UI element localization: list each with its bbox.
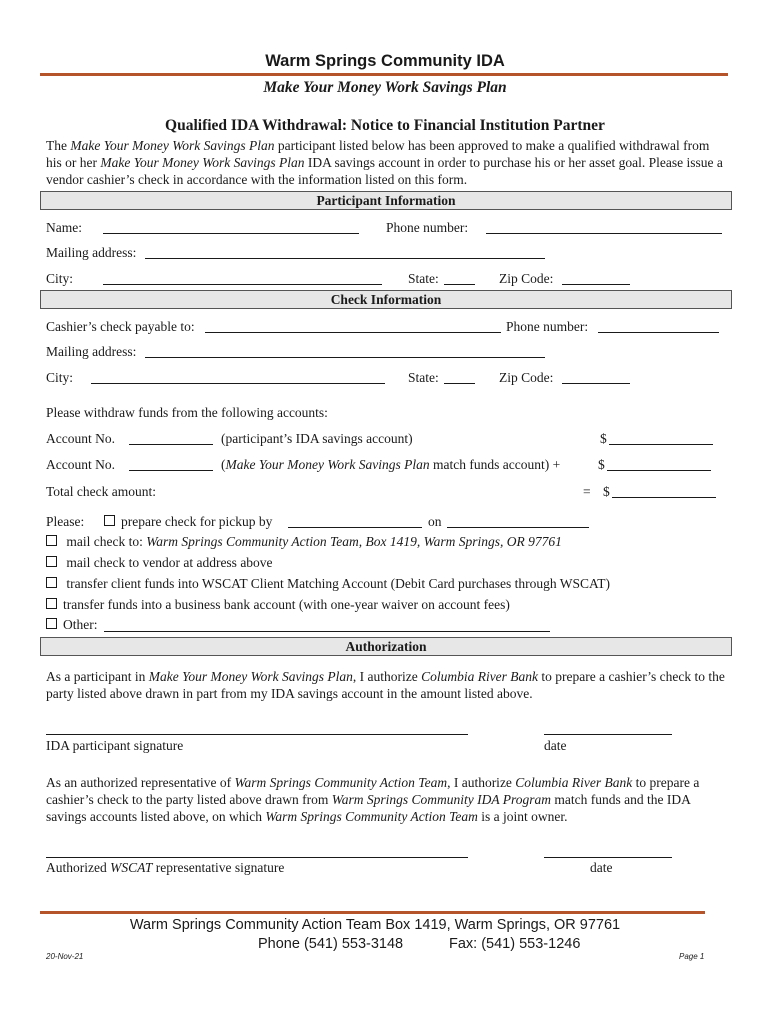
pickup-on-label: on	[428, 514, 442, 529]
checkbox-transfer-wscat[interactable]	[46, 577, 57, 588]
authorization-paragraph-1: As a participant in Make Your Money Work Savings Plan, I authorize Columbia River Bank to prepare a cashier’s check to the party listed above drawn in part from my IDA savings account in the amount listed above.	[46, 669, 725, 701]
check-phone-field[interactable]	[598, 332, 719, 333]
representative-signature-label: Authorized WSCAT representative signature	[46, 860, 285, 875]
intro-paragraph: The Make Your Money Work Savings Plan participant listed below has been approved to make a qualified withdrawal from his or her Make Your Money Work Savings Plan IDA savings account in order to purchase his or her asset goal. Please issue a vendor cashier’s check in accordance with the information listed on this form.	[46, 138, 723, 187]
checkbox-business-account[interactable]	[46, 598, 57, 609]
account1-label: Account No.	[46, 431, 115, 446]
option-mail-vendor[interactable]: mail check to vendor at address above	[46, 555, 273, 571]
total-dollar-sign: $	[603, 484, 610, 499]
representative-signature-line[interactable]	[46, 857, 468, 858]
check-section-header: Check Information	[40, 290, 732, 309]
check-state-label: State:	[408, 370, 439, 385]
participant-city-field[interactable]	[103, 284, 382, 285]
participant-phone-field[interactable]	[486, 233, 722, 234]
authorization-section-header: Authorization	[40, 637, 732, 656]
account2-amount-field[interactable]	[607, 470, 711, 471]
participant-zip-field[interactable]	[562, 284, 630, 285]
footer-date: 20-Nov-21	[46, 952, 84, 961]
option-business-account[interactable]: transfer funds into a business bank account (with one-year waiver on account fees)	[46, 597, 510, 613]
checkbox-other[interactable]	[46, 618, 57, 629]
check-city-field[interactable]	[91, 383, 385, 384]
authorization-paragraph-2: As an authorized representative of Warm Springs Community Action Team, I authorize Columbia River Bank to prepare a cashier’s check to the party listed above drawn from Warm Springs Community IDA Program match funds and the IDA savings accounts listed above, on which Warm Springs Community Action Team is a joint owner.	[46, 775, 700, 824]
footer-phone: Phone (541) 553-3148	[258, 936, 404, 952]
account1-number-field[interactable]	[129, 444, 213, 445]
total-label: Total check amount:	[46, 484, 157, 499]
total-amount-field[interactable]	[612, 497, 716, 498]
option-pickup[interactable]: prepare check for pickup by	[104, 514, 272, 530]
participant-name-label: Name:	[46, 220, 82, 235]
other-field[interactable]	[104, 631, 550, 632]
check-payable-label: Cashier’s check payable to:	[46, 319, 195, 334]
participant-signature-label: IDA participant signature	[46, 738, 184, 753]
option-other[interactable]: Other:	[46, 617, 98, 633]
representative-date-label: date	[590, 860, 613, 875]
header-rule	[40, 73, 728, 76]
account1-dollar-sign: $	[600, 431, 607, 446]
please-label: Please:	[46, 514, 85, 529]
account2-number-field[interactable]	[129, 470, 213, 471]
check-city-label: City:	[46, 370, 74, 385]
org-title: Warm Springs Community IDA	[265, 52, 505, 70]
participant-signature-line[interactable]	[46, 734, 468, 735]
checkbox-pickup[interactable]	[104, 515, 115, 526]
pickup-location-field[interactable]	[447, 527, 589, 528]
check-zip-label: Zip Code:	[499, 370, 554, 385]
footer-page-number: Page 1	[679, 952, 705, 961]
account2-dollar-sign: $	[598, 457, 605, 472]
participant-date-label: date	[544, 738, 567, 753]
option-transfer-wscat[interactable]: transfer client funds into WSCAT Client Matching Account (Debit Card purchases through WSCAT)	[46, 576, 610, 592]
participant-state-field[interactable]	[444, 284, 475, 285]
total-equals: =	[583, 484, 591, 499]
account2-description: (Make Your Money Work Savings Plan match funds account) +	[221, 457, 561, 472]
account2-label: Account No.	[46, 457, 115, 472]
checkbox-mail-wscat[interactable]	[46, 535, 57, 546]
participant-zip-label: Zip Code:	[499, 271, 554, 286]
account1-amount-field[interactable]	[609, 444, 713, 445]
check-mailing-field[interactable]	[145, 357, 545, 358]
program-subtitle: Make Your Money Work Savings Plan	[263, 79, 507, 96]
pickup-date-field[interactable]	[288, 527, 422, 528]
participant-mailing-field[interactable]	[145, 258, 545, 259]
footer-fax: Fax: (541) 553-1246	[449, 936, 581, 952]
representative-date-line[interactable]	[544, 857, 672, 858]
participant-state-label: State:	[408, 271, 439, 286]
check-payable-field[interactable]	[205, 332, 501, 333]
withdraw-intro: Please withdraw funds from the following accounts:	[46, 405, 328, 420]
participant-mailing-label: Mailing address:	[46, 245, 137, 260]
form-title: Qualified IDA Withdrawal: Notice to Financial Institution Partner	[165, 117, 605, 134]
footer-address: Warm Springs Community Action Team Box 1419, Warm Springs, OR 97761	[129, 917, 621, 933]
participant-phone-label: Phone number:	[386, 220, 469, 235]
footer-rule	[40, 911, 705, 914]
option-mail-wscat[interactable]: mail check to: Warm Springs Community Action Team, Box 1419, Warm Springs, OR 97761	[46, 534, 562, 550]
participant-section-header: Participant Information	[40, 191, 732, 210]
checkbox-mail-vendor[interactable]	[46, 556, 57, 567]
check-zip-field[interactable]	[562, 383, 630, 384]
participant-date-line[interactable]	[544, 734, 672, 735]
check-phone-label: Phone number:	[506, 319, 589, 334]
participant-city-label: City:	[46, 271, 74, 286]
participant-name-field[interactable]	[103, 233, 359, 234]
check-mailing-label: Mailing address:	[46, 344, 137, 359]
account1-description: (participant’s IDA savings account)	[221, 431, 413, 446]
check-state-field[interactable]	[444, 383, 475, 384]
